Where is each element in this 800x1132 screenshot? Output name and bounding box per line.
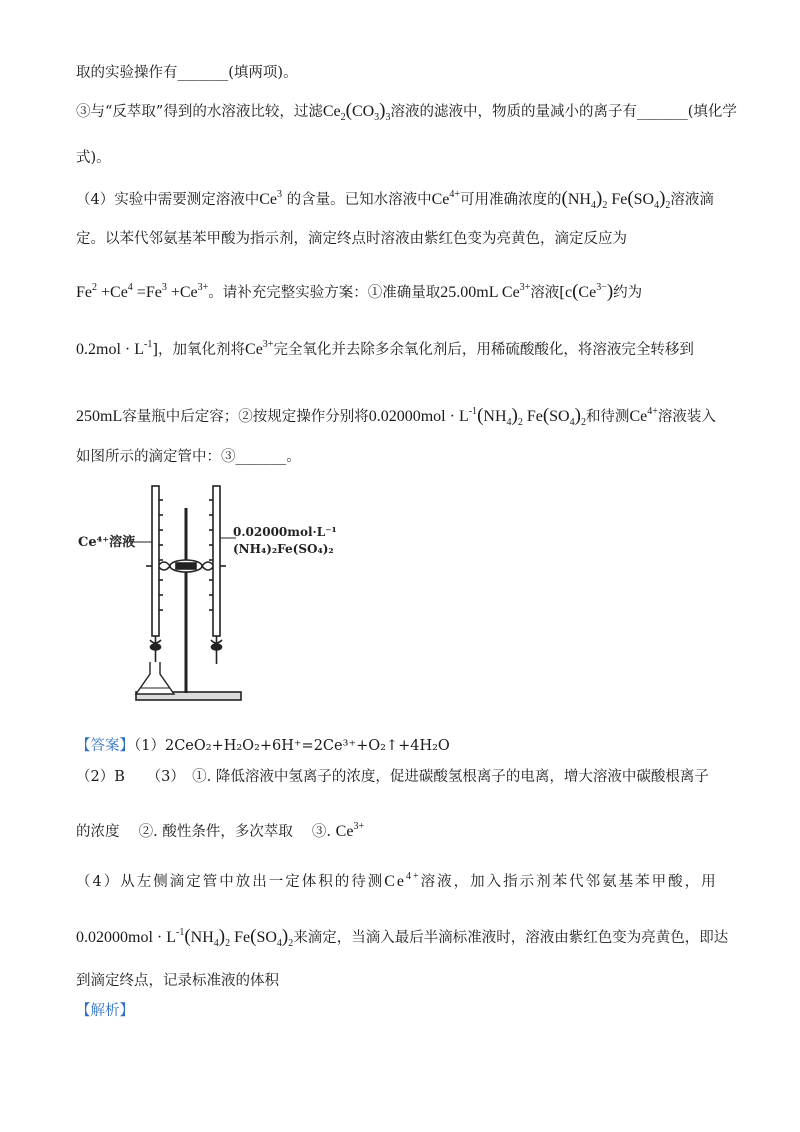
answer-line-2: （2）B （3） ①. 降低溶液中氢离子的浓度，促进碳酸氢根离子的电离，增大溶液中碳酸根离子 (76, 769, 709, 785)
answer-line-3: 的浓度 ②. 酸性条件，多次萃取 ③. $Ce^{3+}$ (76, 821, 365, 840)
titration-equation: $Fe^2 +Ce^4 =Fe^3 +Ce^{3+}$ (76, 282, 209, 301)
analysis-line (76, 1000, 726, 1022)
text-line-9: 如图所示的滴定管中：③_______。 (76, 449, 301, 465)
answer-line-1: 【答案】（1）2CeO₂+H₂O₂+6H⁺=2Ce³⁺+O₂↑+4H₂O (76, 738, 450, 754)
analysis-tag: 【解析】 (76, 1003, 134, 1019)
left-burette-label: Ce⁴⁺溶液 (78, 535, 136, 550)
answer-line-5: $0.02000mol \cdot L^{-1}(NH_4)_2$ $Fe(SO_4)_2$来滴定，当滴入最后半滴标准液时，溶液由紫红色变为亮黄色，即达 (76, 926, 729, 949)
text-line-5: 定。以苯代邻氨基苯甲酸为指示剂，滴定终点时溶液由紫红色变为亮黄色，滴定反应为 (76, 231, 627, 247)
right-burette-label-formula: (NH₄)₂Fe(SO₄)₂ (233, 542, 334, 556)
formula-ce2co33: $Ce_2(CO_3)_3$ (322, 100, 391, 123)
text-line-2: ③与“反萃取”得到的水溶液比较，过滤$Ce_2(CO_3)_3$溶液的滤液中，物质的量减小的离子有_______(填化学 (76, 100, 737, 123)
right-burette-label-concentration: 0.02000mol·L⁻¹ (233, 525, 337, 539)
text-line-4: （4）实验中需要测定溶液中Ce$^3$ 的含量。已知水溶液中$Ce^{4+}$可用准确浓度的$(NH_4)_2$ $Fe(SO_4)_2$溶液滴 (76, 188, 714, 211)
text-line-7: $0.2mol \cdot L^{-1}$]，加氧化剂将$Ce^{3+}$完全氧化并去除多余氧化剂后，用稀硫酸酸化，将溶液完全转移到 (76, 339, 694, 358)
text-line-8: 250mL容量瓶中后定容；②按规定操作分别将$0.02000mol \cdot L^{-1}(NH_4)_2$ $Fe(SO_4)_2$和待测$Ce^{4+}$溶液装入 (76, 405, 716, 428)
text-line-1: 取的实验操作有_______(填两项)。 (76, 65, 298, 81)
answer-line-6: 到滴定终点，记录标准液的体积 (76, 973, 279, 989)
titration-apparatus-figure (76, 480, 366, 705)
answer-tag: 【答案】 (76, 738, 134, 754)
text-line-6: $Fe^2 +Ce^4 =Fe^3 +Ce^{3+}$。请补充完整实验方案：①准确量取25.00mL $Ce^{3+}$溶液[$c(Ce^{3-})$约为 (76, 281, 643, 302)
text-line-3: 式)。 (76, 150, 111, 166)
titration-apparatus-drawing (76, 480, 366, 705)
answer-line-4: （4）从左侧滴定管中放出一定体积的待测$Ce^{4+}$溶液，加入指示剂苯代邻氨基苯甲酸，用 (76, 871, 718, 890)
